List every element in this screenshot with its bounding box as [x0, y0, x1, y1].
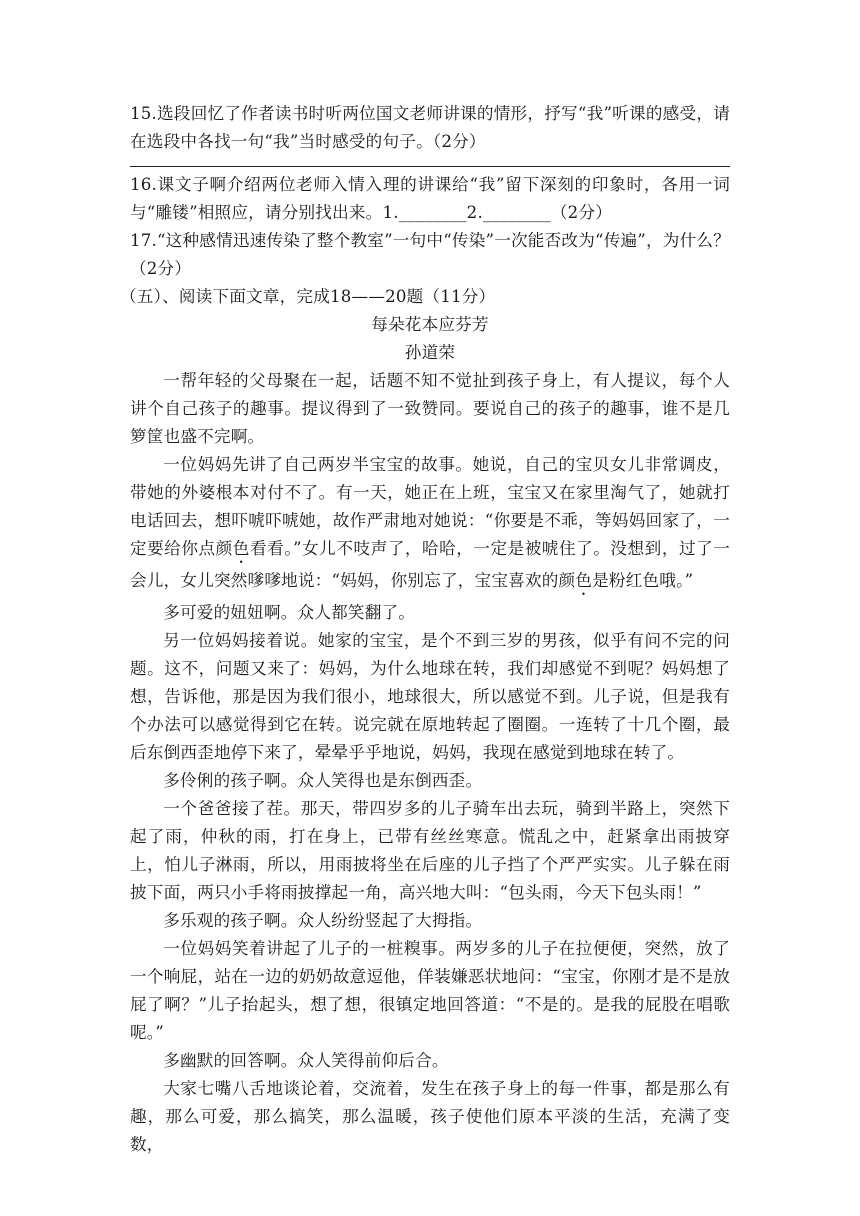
paragraph-3: 多可爱的妞妞啊。众人都笑翻了。	[163, 603, 416, 622]
question-17: 17.“这种感情迅速传染了整个教室”一句中“传染”一次能否改为“传遍”，为什么？（2分）	[130, 231, 730, 278]
paragraph-2-text-b: 看看。”女儿不吱声了，哈哈，一定是被唬住了。没想到，过了一会儿，女儿突然嗲嗲地说：“妈妈，你别忘了，宝宝喜欢的颜	[130, 539, 731, 590]
paragraph-4: 另一位妈妈接着说。她家的宝宝，是个不到三岁的男孩，似乎有问不完的问题。这不，问题又来了：妈妈，为什么地球在转，我们却感觉不到呢？妈妈想了想，告诉他，那是因为我们很小，地球很大，所以感觉不到。儿子说，但是我有个办法可以感觉得到它在转。说完就在原地转起了圈圈。一连转了十几个圈，最后东倒西歪地停下来了，晕晕乎乎地说，妈妈，我现在感觉到地球在转了。	[130, 631, 730, 762]
paragraph-9: 多幽默的回答啊。众人笑得前仰后合。	[163, 1051, 449, 1070]
paragraph-6: 一个爸爸接了茬。那天，带四岁多的儿子骑车出去玩，骑到半路上，突然下起了雨，仲秋的雨，打在身上，已带有丝丝寒意。慌乱之中，赶紧拿出雨披穿上，怕儿子淋雨，所以，用雨披将坐在后座的儿子挡了个严严实实。儿子躲在雨披下面，两只小手将雨披撑起一角，高兴地大叫：“包头雨，今天下包头雨！”	[130, 799, 730, 902]
paragraph-2	[130, 451, 730, 599]
emphasis-character: 色	[575, 571, 593, 590]
paragraph-5: 多伶俐的孩子啊。众人笑得也是东倒西歪。	[163, 771, 483, 790]
paragraph-7: 多乐观的孩子啊。众人纷纷竖起了大拇指。	[163, 911, 483, 930]
paragraph-8: 一位妈妈笑着讲起了儿子的一桩糗事。两岁多的儿子在拉便便，突然，放了一个响屁，站在一边的奶奶故意逗他，佯装嫌恶状地问：“宝宝，你刚才是不是放屁了啊？”儿子抬起头，想了想，很镇定地回答道：“不是的。是我的屁股在唱歌呢。”	[130, 939, 730, 1042]
question-15: 15.选段回忆了作者读书时听两位国文老师讲课的情形，抒写“我”听课的感受，请在选段中各找一句“我”当时感受的句子。（2分）	[130, 104, 730, 151]
article-title: 每朵花本应芬芳	[371, 315, 489, 334]
emphasis-character: 色	[232, 539, 250, 558]
exam-page	[120, 100, 731, 1159]
paragraph-2-text-c: 是粉红色哦。”	[592, 571, 694, 590]
paragraph-2-text-a: 一位妈妈先讲了自己两岁半宝宝的故事。她说，自己的宝贝女儿非常调皮，带她的外婆根本对付不了。有一天，她正在上班，宝宝又在家里淘气了，她就打电话回去，想吓唬吓唬她，故作严肃地对她说：“你要是不乖，等妈妈回家了，一定要给你点颜	[130, 455, 730, 558]
question-16: 16.课文子啊介绍两位老师入情入理的讲课给“我”留下深刻的印象时，各用一词与“雕镂”相照应，请分别找出来。1.________2.________（2分）	[130, 175, 730, 222]
article-author: 孙道荣	[404, 343, 456, 362]
paragraph-10: 大家七嘴八舌地谈论着，交流着，发生在孩子身上的每一件事，都是那么有趣，那么可爱，那么搞笑，那么温暖，孩子使他们原本平淡的生活，充满了变数，	[130, 1079, 730, 1154]
paragraph-1: 一帮年轻的父母聚在一起，话题不知不觉扯到孩子身上，有人提议，每个人讲个自己孩子的趣事。提议得到了一致赞同。要说自己的孩子的趣事，谁不是几箩筐也盛不完啊。	[130, 371, 730, 446]
section-heading: （五）、阅读下面文章，完成18——20题（11分）	[120, 287, 496, 306]
answer-line	[130, 166, 730, 167]
